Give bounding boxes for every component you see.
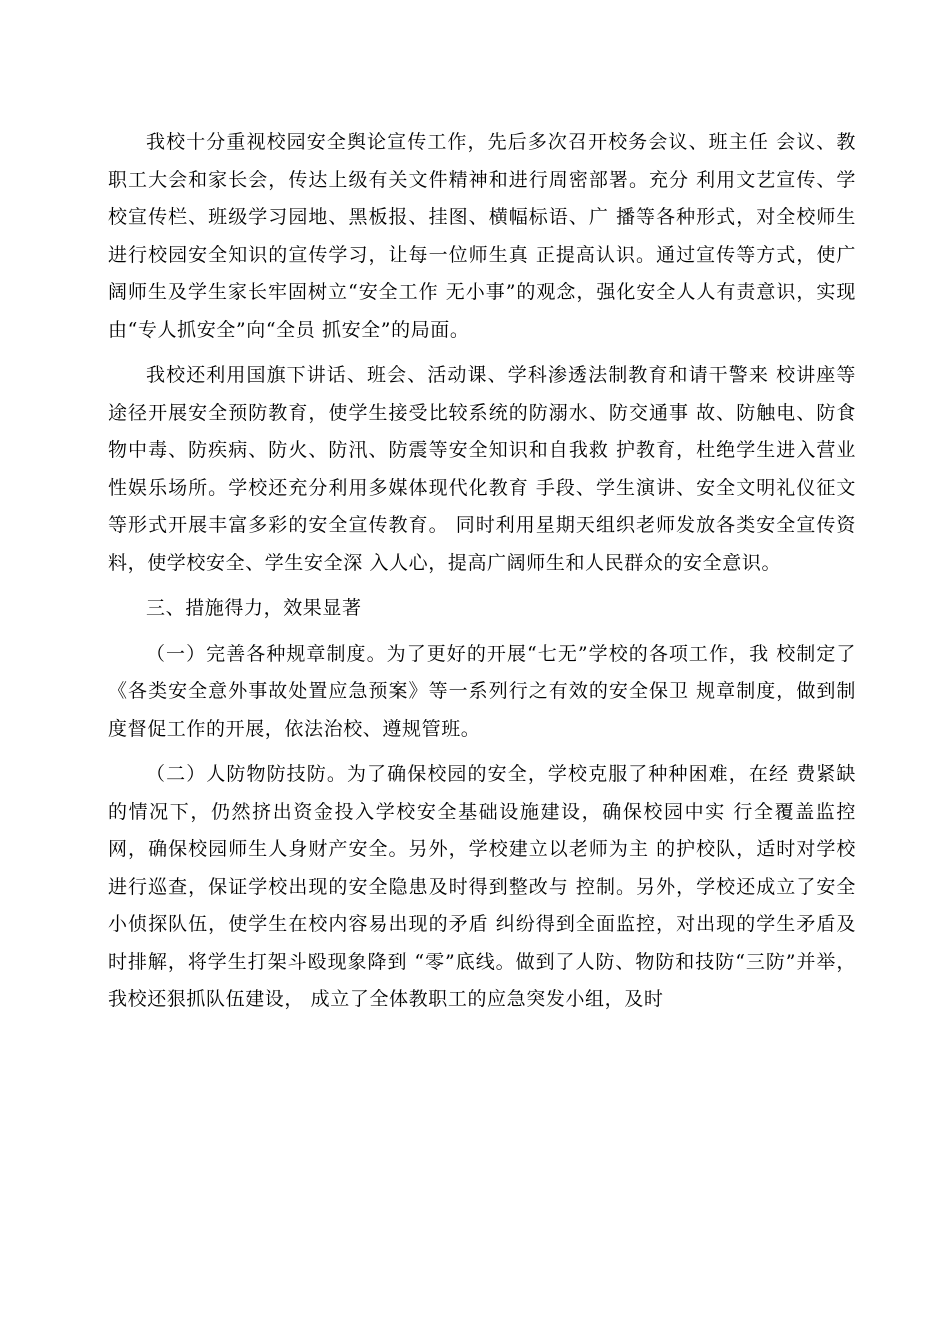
paragraph-security-measures: （二）人防物防技防。为了确保校园的安全，学校克服了种种困难，在经 费紧缺的情况下，仍然挤出资金投入学校安全基础设施建设，确保校园中实 行全覆盖监控网，确保校园师生人身财产安全。另外，学校建立以老师为主 的护校队，适时对学校进行巡查，保证学校出现的安全隐患及时得到整改与 控制。另外，学校还成立了安全小侦探队伍，使学生在校内容易出现的矛盾 纠纷得到全面监控，对出现的学生矛盾及时排解，将学生打架斗殴现象降到 “零”底线。做到了人防、物防和技防“三防”并举，我校还狠抓队伍建设， 成立了全体教职工的应急突发小组，及时	[108, 763, 856, 1010]
section-heading-measures: 三、措施得力，效果显著	[146, 597, 362, 619]
paragraph-safety-publicity: 我校十分重视校园安全舆论宣传工作，先后多次召开校务会议、班主任 会议、教职工大会和家长会，传达上级有关文件精神和进行周密部署。充分 利用文艺宣传、学校宣传栏、班级学习园地、黑板报、挂图、横幅标语、广 播等各种形式，对全校师生进行校园安全知识的宣传学习，让每一位师生真 正提高认识。通过宣传等方式，使广阔师生及学生家长牢固树立“安全工作 无小事”的观念，强化安全人人有责意识，实现由“专人抓安全”向“全员 抓安全”的局面。	[108, 131, 856, 341]
paragraph-rules-system: （一）完善各种规章制度。为了更好的开展“七无”学校的各项工作，我 校制定了《各类安全意外事故处置应急预案》等一系列行之有效的安全保卫 规章制度，做到制度督促工作的开展，依法治校、遵规管班。	[108, 642, 856, 740]
document-body	[108, 124, 856, 1019]
paragraph-safety-education: 我校还利用国旗下讲话、班会、活动课、学科渗透法制教育和请干警来 校讲座等途径开展安全预防教育，使学生接受比较系统的防溺水、防交通事 故、防触电、防食物中毒、防疾病、防火、防汛、防震等安全知识和自我救 护教育，杜绝学生进入营业性娱乐场所。学校还充分利用多媒体现代化教育 手段、学生演讲、安全文明礼仪征文等形式开展丰富多彩的安全宣传教育。 同时利用星期天组织老师发放各类安全宣传资料，使学校安全、学生安全深 入人心，提高广阔师生和人民群众的安全意识。	[108, 364, 856, 574]
